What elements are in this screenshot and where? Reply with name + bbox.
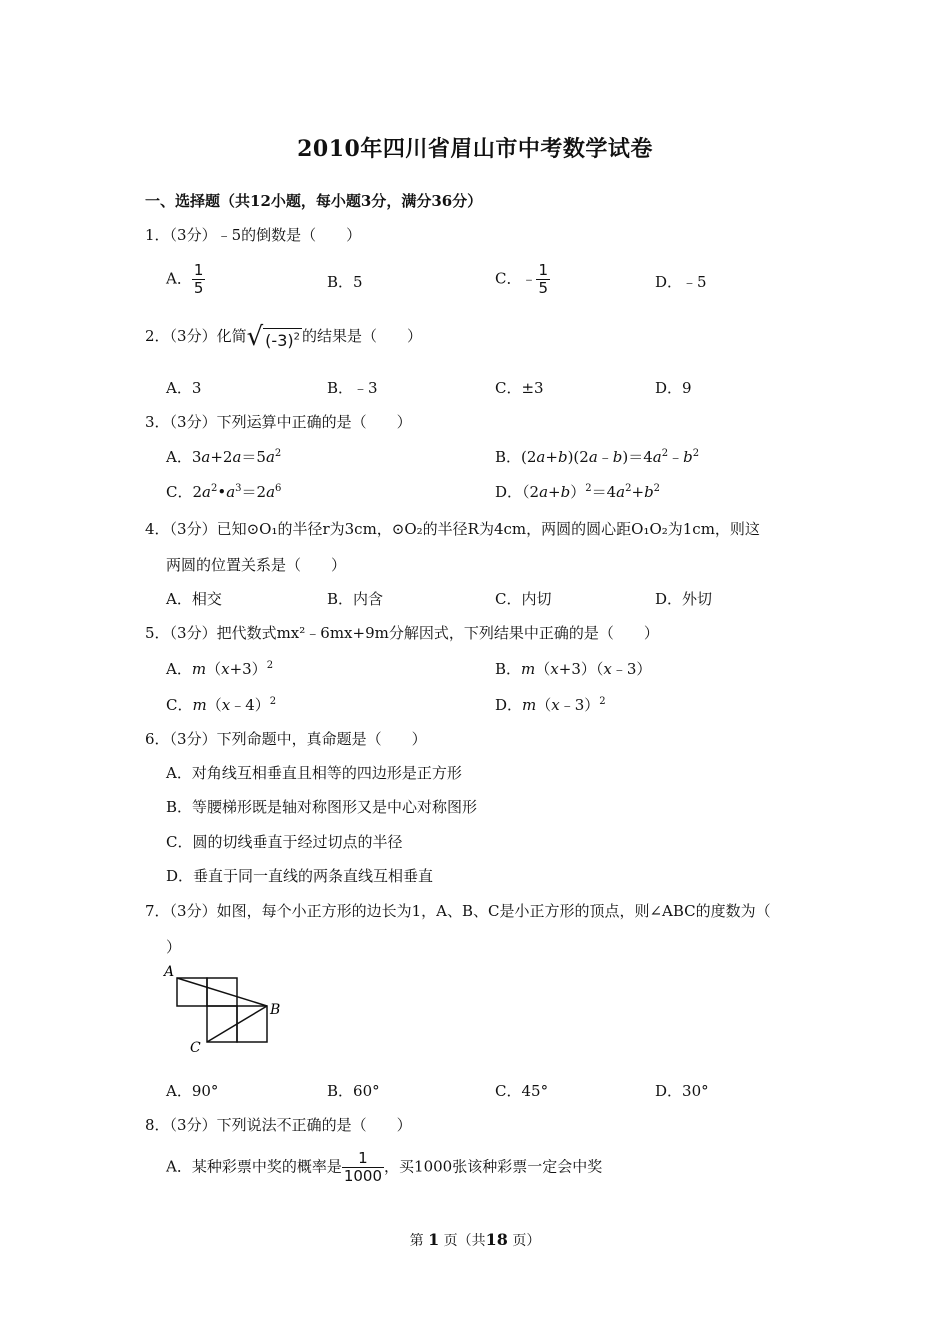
label-b: B <box>270 1002 281 1018</box>
q4-option-c: C．内切 <box>495 590 552 608</box>
q3-option-d: D．$(2a+b)^2=4a^2+b^2$ <box>495 483 661 501</box>
q6-option-a: A．对角线互相垂直且相等的四边形是正方形 <box>166 764 462 782</box>
question-4-stem-line-1: 4．（3分）已知⊙O₁的半径r为3cm，⊙O₂的半径R为4cm，两圆的圆心距O₁O₂为1cm，则这 <box>145 520 760 538</box>
label-a: A <box>164 964 175 980</box>
question-2-stem: 2．（3分）化简 √ $(-3)^2$ 的结果是（ ） <box>145 322 422 352</box>
q3-option-b: B．$(2a+b)(2a﹣b)=4a^2﹣b^2$ <box>495 448 700 466</box>
grid-figure <box>160 962 285 1057</box>
question-1-stem: 1．（3分）﹣5的倒数是（ ） <box>145 226 362 244</box>
q6-option-d: D．垂直于同一直线的两条直线互相垂直 <box>166 867 434 885</box>
question-6-stem: 6．（3分）下列命题中，真命题是（ ） <box>145 730 427 748</box>
fraction: $\frac{1}{1000}$ <box>343 1149 383 1185</box>
question-7-stem-line-2: ） <box>166 938 182 956</box>
q1-option-d: D．﹣5 <box>655 273 707 291</box>
q5-option-b: B．m（x+3）（x﹣3） <box>495 660 652 678</box>
fraction: $\frac{1}{5}$ <box>193 261 204 297</box>
grid-square <box>237 1006 267 1042</box>
q4-option-a: A．相交 <box>166 590 222 608</box>
question-8-stem: 8．（3分）下列说法不正确的是（ ） <box>145 1116 412 1134</box>
q7-option-b: B．60° <box>327 1082 380 1100</box>
section-heading: 一、选择题（共12小题，每小题3分，满分36分） <box>145 192 483 210</box>
q1-option-a: A． $\frac{1}{5}$ <box>166 261 204 297</box>
fraction: $\frac{1}{5}$ <box>538 261 549 297</box>
q7-option-d: D．30° <box>655 1082 709 1100</box>
q3-option-a: A．$3a+2a=5a^2$ <box>166 448 282 466</box>
q5-option-a: A．$m(x+3)^2$ <box>166 660 274 678</box>
q4-option-d: D．外切 <box>655 590 713 608</box>
q4-option-b: B．内含 <box>327 590 384 608</box>
question-3-stem: 3．（3分）下列运算中正确的是（ ） <box>145 413 412 431</box>
q7-option-a: A．90° <box>166 1082 219 1100</box>
q1-option-c: C．﹣ $\frac{1}{5}$ <box>495 261 549 297</box>
page-title: 2010年四川省眉山市中考数学试卷 <box>297 136 653 162</box>
page-footer: 第 1 页（共18 页） <box>409 1230 541 1249</box>
current-page: 1 <box>428 1230 440 1249</box>
q2-option-a: A．3 <box>166 379 202 397</box>
question-5-stem: 5．（3分）把代数式mx²﹣6mx+9m分解因式，下列结果中正确的是（ ） <box>145 624 659 642</box>
q3-option-c: C．$2a^2•a^3=2a^6$ <box>166 483 282 501</box>
question-7-stem-line-1: 7．（3分）如图，每个小正方形的边长为1，A、B、C是小正方形的顶点，则∠ABC的度数为（ <box>145 902 771 920</box>
label-c: C <box>190 1040 201 1056</box>
q8-option-a: A．某种彩票中奖的概率是 $\frac{1}{1000}$ ，买1000张该种彩票一定会中奖 <box>166 1149 603 1185</box>
q5-option-d: D．m（x﹣3）$^2$ <box>495 696 606 714</box>
q6-option-c: C．圆的切线垂直于经过切点的半径 <box>166 833 403 851</box>
q2-option-b: B．﹣3 <box>327 379 378 397</box>
q2-option-d: D．9 <box>655 379 692 397</box>
grid-square <box>207 1006 237 1042</box>
q6-option-b: B．等腰梯形既是轴对称图形又是中心对称图形 <box>166 798 478 816</box>
segment-ab <box>177 978 267 1006</box>
q5-option-c: C．m（x﹣4）$^2$ <box>166 696 277 714</box>
square-root: √ $(-3)^2$ <box>246 322 300 352</box>
q2-option-c: C．±3 <box>495 379 544 397</box>
q7-option-c: C．45° <box>495 1082 549 1100</box>
total-pages: 18 <box>485 1230 508 1249</box>
q1-option-b: B．5 <box>327 273 363 291</box>
question-4-stem-line-2: 两圆的位置关系是（ ） <box>166 556 347 574</box>
